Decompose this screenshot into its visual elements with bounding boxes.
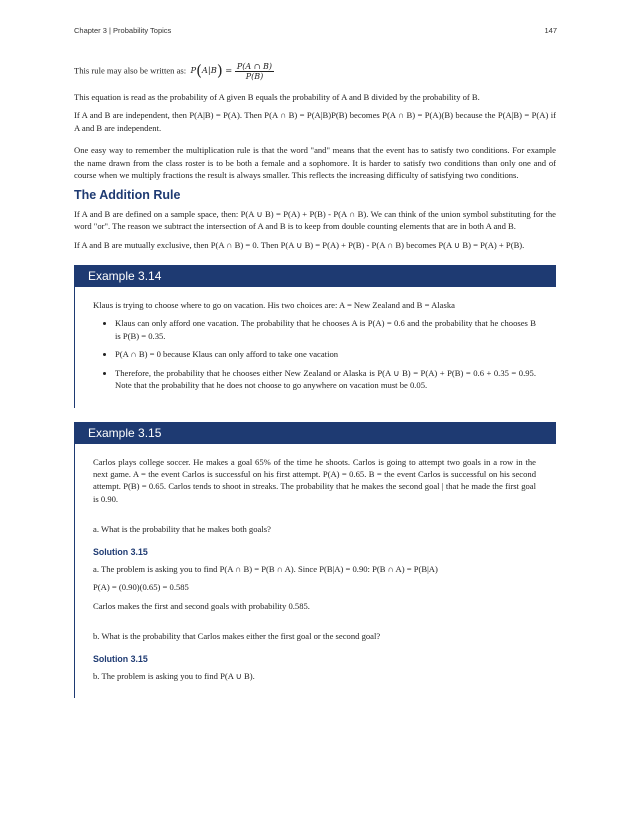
rule-formula-lhs: P(A|B) = [190, 61, 235, 80]
running-header-chapter: Chapter 3 | Probability Topics [74, 26, 172, 35]
addition-rule-heading: The Addition Rule [74, 188, 181, 203]
rule-alt-line [74, 62, 556, 81]
solution-a-line-1: a. The problem is asking you to find P(A ∩ B) = P(B ∩ A). Since P(B|A) = 0.90: P(B ∩ A) = P(B|A) [93, 563, 438, 574]
example-3-15-intro: Carlos plays college soccer. He makes a goal 65% of the time he shoots. Carlos is going to attempt two goals in a row in the next game. A = the event Carlos is successful on his first attempt. P(A) = 0.65. B = the event Carlos is successful on his second attempt. P(B) = 0.65. Carlos tends to shoot in streaks. The probability that he makes the second goal | that he made the first goal is 0.90. [93, 456, 536, 504]
example-3-14-title: Example 3.14 [75, 265, 556, 287]
example-3-15-title: Example 3.15 [75, 422, 556, 444]
rule-alt-text: This rule may also be written as: [74, 65, 187, 76]
example-3-14 [74, 265, 556, 407]
rule-numerator: P(A ∩ B) [236, 62, 272, 71]
page-number: 147 [544, 26, 557, 35]
page-content [74, 58, 556, 698]
list-item: • P(A ∩ B) = 0 because Klaus can only afford to take one vacation [115, 348, 536, 360]
solution-a-line-2: P(A) = (0.90)(0.65) = 0.585 [93, 582, 189, 593]
addition-paragraph-2: If A and B are mutually exclusive, then P(A ∩ B) = 0. Then P(A ∪ B) = P(A) + P(B) - P(A ∩ B) becomes P(A ∪ B) = P(A) + P(B). [74, 239, 525, 250]
list-item: • Therefore, the probability that he chooses either New Zealand or Alaska is P(A ∪ B) = P(A) + P(B) = 0.6 + 0.35 = 0.95. Note that the probability that he does not choose to go anywhere on vacation must be 0.05. [115, 367, 536, 392]
example-3-14-body [75, 287, 556, 407]
multiplication-tip-paragraph: One easy way to remember the multiplication rule is that the word "and" means that the event has to satisfy two conditions. For example the name drawn from the class roster is to be both a female and a sophomore. It is harder to satisfy two conditions than only one and of course when we multiply fractions the result is always smaller. This reflects the increasing difficulty of satisfying two conditions. [74, 145, 556, 181]
rule-denominator: P(B) [245, 72, 264, 81]
list-item: • Klaus can only afford one vacation. The probability that he chooses A is P(A) = 0.6 and the probability that he chooses B is P(B) = 0.35. [115, 317, 536, 342]
solution-heading-a: Solution 3.15 [93, 546, 148, 557]
question-a: a. What is the probability that he makes both goals? [93, 524, 271, 535]
addition-paragraph-1: If A and B are defined on a sample space, then: P(A ∪ B) = P(A) + P(B) - P(A ∩ B). We can think of the union symbol substituting for the word "or". The reason we subtract the intersection of A and B is to keep from double counting elements that are in both A and B. [74, 208, 556, 232]
rule-fraction [235, 62, 274, 81]
solution-a-line-3: Carlos makes the first and second goals with probability 0.585. [93, 600, 310, 611]
example-3-15 [74, 422, 556, 699]
example-3-15-body [75, 444, 556, 699]
example-3-14-bullets [93, 317, 536, 391]
example-3-14-intro: Klaus is trying to choose where to go on vacation. His two choices are: A = New Zealand and B = Alaska [93, 300, 455, 311]
read-paragraph: This equation is read as the probability of A given B equals the probability of A and B divided by the probability of B. [74, 92, 480, 102]
solution-b-line-1: b. The problem is asking you to find P(A ∪ B). [93, 670, 255, 681]
question-b: b. What is the probability that Carlos makes either the first goal or the second goal? [93, 631, 381, 642]
solution-heading-b: Solution 3.15 [93, 653, 148, 664]
independent-paragraph: If A and B are independent, then P(A|B) = P(A). Then P(A ∩ B) = P(A|B)P(B) becomes P(A ∩ B) = P(A)(B) because the P(A|B) = P(A) if A and B are independent. [74, 110, 556, 133]
